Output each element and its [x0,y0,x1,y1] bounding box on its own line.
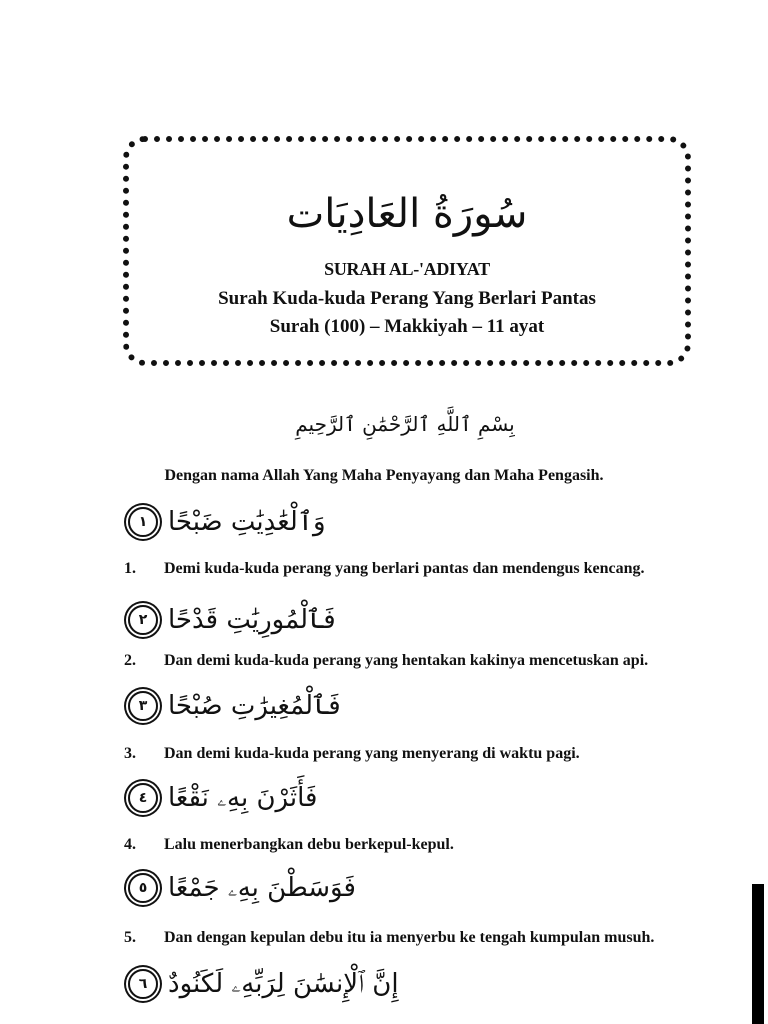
arabic-verse-text: فَأَثَرْنَ بِهِۦ نَقْعًا [168,783,318,813]
arabic-verse-text: وَٱلْعَٰدِيَٰتِ ضَبْحًا [168,507,326,537]
opening-translation: Dengan nama Allah Yang Maha Penyayang dan Maha Pengasih. [164,467,604,484]
arabic-verse [124,964,399,1004]
ayah-number-marker: ٤ [128,783,158,813]
arabic-verse [124,686,341,726]
verse-translation-text: Dan dengan kepulan debu itu ia menyerbu ke tengah kumpulan musuh. [164,929,655,946]
surah-subtitle: Surah Kuda-kuda Perang Yang Berlari Pantas [218,288,596,309]
verse-translation [124,560,748,582]
ayah-number-marker: ٢ [128,605,158,635]
surah-name: SURAH AL-'ADIYAT [324,259,490,279]
verse-number: 4. [124,836,136,853]
verse-number: 5. [124,929,136,946]
arabic-verse-text: فَٱلْمُورِيَٰتِ قَدْحًا [168,605,336,635]
verse-number: 2. [124,652,136,669]
surah-header-box [123,136,691,366]
ayah-number-marker: ١ [128,507,158,537]
arabic-verse [124,502,326,542]
arabic-verse [124,600,336,640]
verse-translation [124,652,748,674]
verse-translation-text: Dan demi kuda-kuda perang yang menyerang di waktu pagi. [164,745,580,762]
arabic-verse-text: فَوَسَطْنَ بِهِۦ جَمْعًا [168,873,356,903]
ayah-number-marker: ٥ [128,873,158,903]
scan-edge-bar [752,884,764,1024]
arabic-verse-text: فَٱلْمُغِيرَٰتِ صُبْحًا [168,691,341,721]
verse-translation [124,929,748,951]
verse-number: 1. [124,560,136,577]
verse-number: 3. [124,745,136,762]
verse-translation-text: Dan demi kuda-kuda perang yang hentakan kakinya mencetuskan api. [164,652,649,669]
verse-translation [124,836,748,858]
verse-translation [124,745,748,767]
ayah-number-marker: ٦ [128,969,158,999]
verse-translation-text: Lalu menerbangkan debu berkepul-kepul. [164,836,454,853]
arabic-verse [124,868,356,908]
arabic-verse [124,778,317,818]
basmala: بِسْمِ ٱللَّهِ ٱلرَّحْمَٰنِ ٱلرَّحِيمِ [295,412,515,436]
ayah-number-marker: ٣ [128,691,158,721]
arabic-verse-text: إِنَّ ٱلْإِنسَٰنَ لِرَبِّهِۦ لَكَنُودٌ [168,969,399,999]
surah-meta: Surah (100) – Makkiyah – 11 ayat [269,316,545,337]
surah-arabic-title: سُورَةُ العَادِيَات [286,191,528,237]
verse-translation-text: Demi kuda-kuda perang yang berlari pantas dan mendengus kencang. [164,560,645,577]
